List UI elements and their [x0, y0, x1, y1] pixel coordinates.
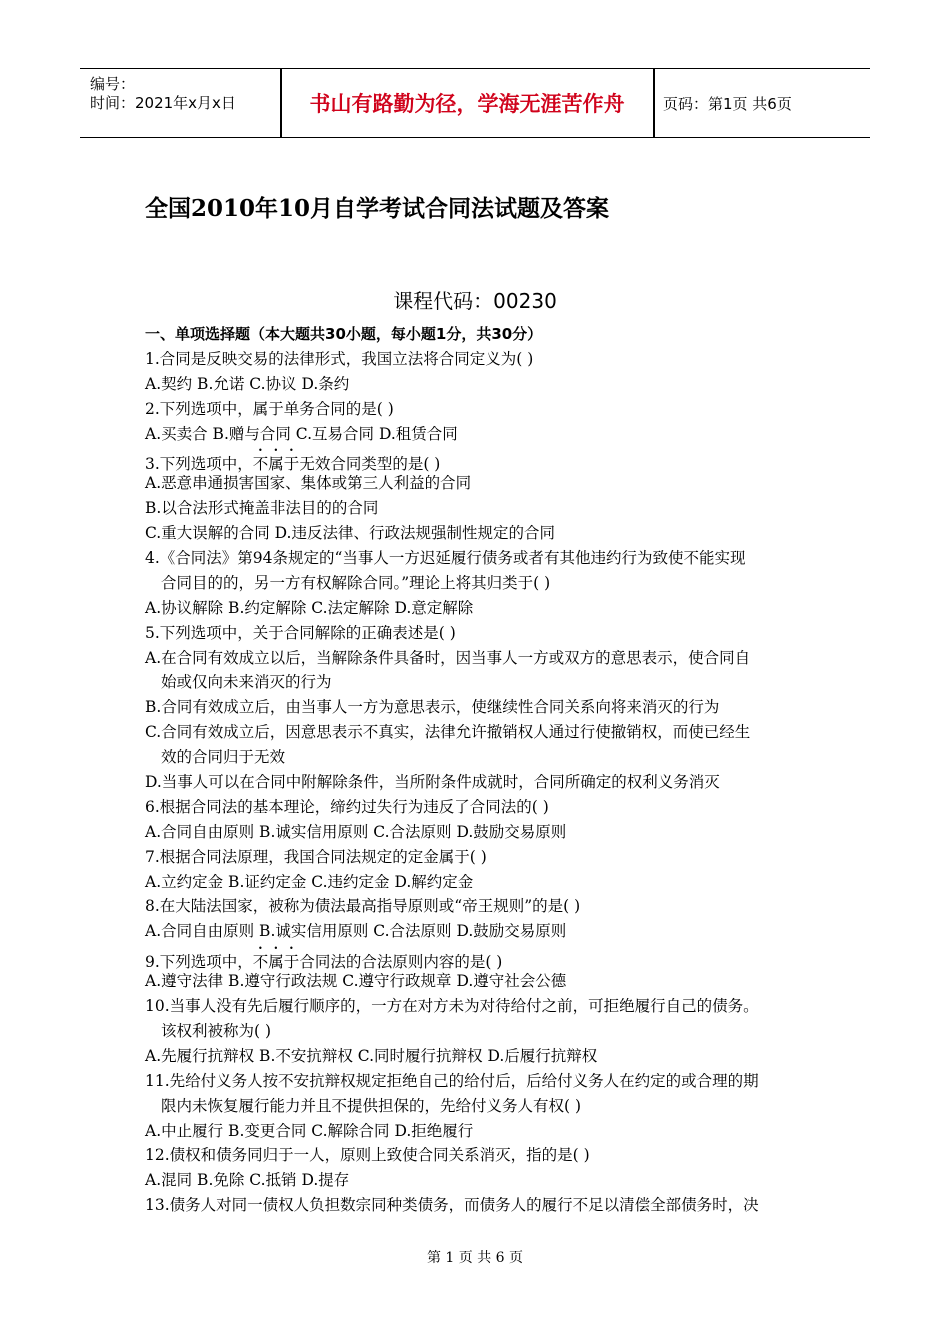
line-segment: 3.下列选项中，: [145, 455, 253, 474]
text-line: A.契约 B.允诺 C.协议 D.条约: [145, 374, 350, 393]
text-line: A.在合同有效成立以后，当解除条件具备时，因当事人一方或双方的意思表示，使合同自: [145, 648, 751, 667]
text-line: B.合同有效成立后，由当事人一方为意思表示，使继续性合同关系向将来消灭的行为: [145, 698, 720, 717]
text-line: C.重大误解的合同 D.违反法律、行政法规强制性规定的合同: [145, 524, 555, 543]
text-line: A.协议解除 B.约定解除 C.法定解除 D.意定解除: [145, 598, 474, 617]
text-line: 该权利被称为( ): [161, 1021, 272, 1040]
text-line: B.以合法形式掩盖非法目的的合同: [145, 499, 379, 518]
text-line: A.遵守法律 B.遵守行政法规 C.遵守行政规章 D.遵守社会公德: [145, 972, 567, 991]
emphasis-text: 不属于: [252, 953, 300, 972]
text-line: A.中止履行 B.变更合同 C.解除合同 D.拒绝履行: [145, 1121, 474, 1140]
text-line: A.混同 B.免除 C.抵销 D.提存: [145, 1171, 350, 1190]
text-line: 11.先给付义务人按不安抗辩权规定拒绝自己的给付后，后给付义务人在约定的或合理的期: [145, 1071, 759, 1090]
text-line: 5.下列选项中，关于合同解除的正确表述是( ): [145, 623, 456, 642]
text-line: 10.当事人没有先后履行顺序的，一方在对方未为对待给付之前，可拒绝履行自己的债务。: [145, 997, 759, 1016]
text-line: 限内未恢复履行能力并且不提供担保的，先给付义务人有权( ): [161, 1096, 582, 1115]
text-line: A.先履行抗辩权 B.不安抗辩权 C.同时履行抗辩权 D.后履行抗辩权: [145, 1046, 598, 1065]
text-line: 4.《合同法》第94条规定的“当事人一方迟延履行债务或者有其他违约行为致使不能实现: [145, 549, 746, 568]
text-line: 效的合同归于无效: [161, 748, 286, 767]
header-info-cell: [80, 69, 280, 137]
emphasis-text: 不属于: [252, 455, 300, 474]
text-line: 1.合同是反映交易的法律形式，我国立法将合同定义为( ): [145, 349, 534, 368]
header-table: [80, 68, 870, 138]
text-line: 合同目的的，另一方有权解除合同。”理论上将其归类于( ): [161, 573, 551, 592]
text-line: A.立约定金 B.证约定金 C.违约定金 D.解约定金: [145, 872, 474, 891]
text-line: 一、单项选择题（本大题共30小题，每小题1分，共30分）: [145, 325, 543, 343]
header-motto: 书山有路勤为径，学海无涯苦作舟: [309, 92, 625, 116]
line-segment: 无效合同类型的是( ): [299, 455, 441, 474]
question-content: [145, 322, 815, 1218]
text-line: [145, 446, 815, 474]
text-line: 6.根据合同法的基本理论，缔约过失行为违反了合同法的( ): [145, 797, 549, 816]
page-footer: 第 1 页 共 6 页: [426, 1250, 524, 1266]
text-line: 始或仅向未来消灭的行为: [161, 673, 332, 692]
text-line: A.恶意串通损害国家、集体或第三人利益的合同: [145, 474, 472, 493]
line-segment: 9.下列选项中，: [145, 953, 253, 972]
text-line: 8.在大陆法国家，被称为债法最高指导原则或“帝王规则”的是( ): [145, 897, 581, 916]
text-line: [145, 944, 815, 972]
line-segment: 合同法的合法原则内容的是( ): [299, 953, 503, 972]
text-line: 13.债务人对同一债权人负担数宗同种类债务，而债务人的履行不足以清偿全部债务时，决: [145, 1196, 759, 1215]
header-page-label: 页码：第1页 共6页: [663, 95, 792, 113]
text-line: D.当事人可以在合同中附解除条件，当所附条件成就时，合同所确定的权利义务消灭: [145, 773, 720, 792]
text-line: A.合同自由原则 B.诚实信用原则 C.合法原则 D.鼓励交易原则: [145, 822, 567, 841]
document-title: 全国2010年10月自学考试合同法试题及答案: [145, 195, 610, 222]
time-label: 时间：2021年x月x日: [90, 94, 236, 112]
header-divider: [653, 69, 655, 137]
text-line: C.合同有效成立后，因意思表示不真实，法律允许撤销权人通过行使撤销权，而使已经生: [145, 723, 751, 742]
text-line: 2.下列选项中，属于单务合同的是( ): [145, 399, 394, 418]
text-line: 7.根据合同法原理，我国合同法规定的定金属于( ): [145, 847, 487, 866]
number-label: 编号：: [90, 75, 136, 93]
text-line: 12.债权和债务同归于一人，原则上致使合同关系消灭，指的是( ): [145, 1146, 590, 1165]
course-code: 课程代码：00230: [393, 289, 557, 313]
text-line: A.买卖合 B.赠与合同 C.互易合同 D.租赁合同: [145, 424, 458, 443]
text-line: A.合同自由原则 B.诚实信用原则 C.合法原则 D.鼓励交易原则: [145, 922, 567, 941]
